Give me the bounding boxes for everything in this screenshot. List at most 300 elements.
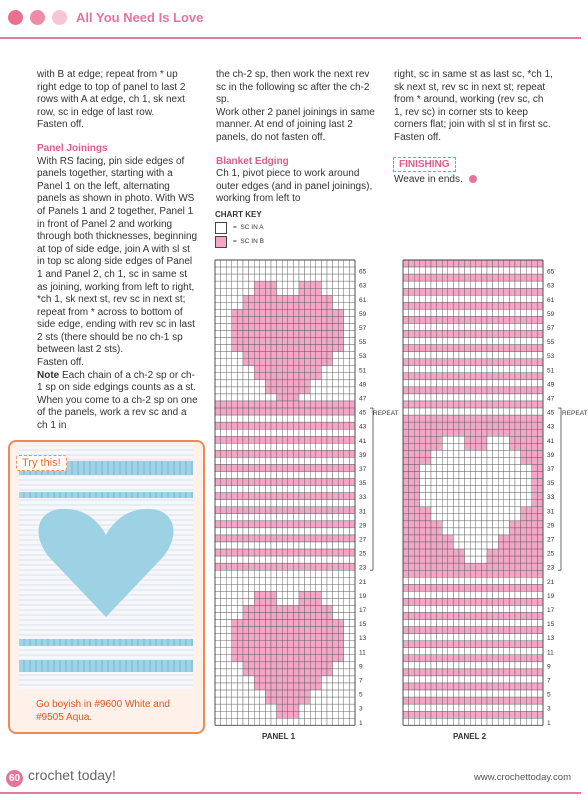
chart-cell bbox=[481, 704, 487, 711]
chart-cell bbox=[282, 507, 288, 514]
chart-cell bbox=[509, 563, 515, 570]
chart-cell bbox=[344, 577, 350, 584]
chart-cell bbox=[425, 648, 431, 655]
chart-cell bbox=[243, 380, 249, 387]
chart-cell bbox=[271, 634, 277, 641]
chart-cell bbox=[232, 267, 238, 274]
chart-cell bbox=[277, 274, 283, 281]
chart-cell bbox=[504, 655, 510, 662]
chart-cell bbox=[215, 500, 221, 507]
chart-cell bbox=[420, 352, 426, 359]
chart-cell bbox=[481, 655, 487, 662]
chart-cell bbox=[265, 464, 271, 471]
chart-cell bbox=[498, 429, 504, 436]
chart-cell bbox=[420, 408, 426, 415]
chart-cell bbox=[509, 704, 515, 711]
chart-cell bbox=[515, 443, 521, 450]
chart-cell bbox=[305, 648, 311, 655]
chart-cell bbox=[344, 472, 350, 479]
chart-cell bbox=[521, 704, 527, 711]
chart-cell bbox=[221, 655, 227, 662]
chart-cell bbox=[310, 274, 316, 281]
chart-cell bbox=[509, 641, 515, 648]
chart-cell bbox=[459, 711, 465, 718]
chart-cell bbox=[476, 457, 482, 464]
chart-cell bbox=[493, 584, 499, 591]
chart-cell bbox=[310, 500, 316, 507]
chart-cell bbox=[498, 274, 504, 281]
chart-cell bbox=[327, 570, 333, 577]
panel-1-label: PANEL 1 bbox=[262, 732, 296, 741]
chart-cell bbox=[310, 507, 316, 514]
chart-cell bbox=[409, 613, 415, 620]
chart-cell bbox=[260, 697, 266, 704]
chart-cell bbox=[260, 457, 266, 464]
chart-cell bbox=[299, 464, 305, 471]
chart-cell bbox=[509, 260, 515, 267]
chart-cell bbox=[305, 549, 311, 556]
chart-cell bbox=[260, 302, 266, 309]
chart-cell bbox=[288, 718, 294, 725]
chart-cell bbox=[299, 627, 305, 634]
chart-cell bbox=[344, 704, 350, 711]
chart-cell bbox=[537, 493, 543, 500]
chart-cell bbox=[243, 718, 249, 725]
chart-cell bbox=[476, 556, 482, 563]
chart-cell bbox=[459, 613, 465, 620]
chart-cell bbox=[305, 528, 311, 535]
chart-cell bbox=[453, 380, 459, 387]
chart-cell bbox=[493, 267, 499, 274]
chart-cell bbox=[448, 570, 454, 577]
chart-cell bbox=[305, 486, 311, 493]
chart-cell bbox=[215, 373, 221, 380]
chart-cell bbox=[316, 443, 322, 450]
chart-cell bbox=[487, 697, 493, 704]
chart-cell bbox=[442, 521, 448, 528]
chart-cell bbox=[288, 387, 294, 394]
row-number: 21 bbox=[547, 578, 555, 586]
chart-cell bbox=[277, 690, 283, 697]
chart-cell bbox=[338, 641, 344, 648]
chart-cell bbox=[316, 535, 322, 542]
chart-cell bbox=[215, 366, 221, 373]
chart-cell bbox=[226, 648, 232, 655]
chart-cell bbox=[403, 620, 409, 627]
chart-cell bbox=[515, 613, 521, 620]
chart-cell bbox=[521, 338, 527, 345]
chart-cell bbox=[310, 718, 316, 725]
chart-cell bbox=[459, 394, 465, 401]
chart-cell bbox=[321, 627, 327, 634]
chart-cell bbox=[414, 260, 420, 267]
chart-cell bbox=[349, 331, 355, 338]
chart-cell bbox=[509, 662, 515, 669]
chart-cell bbox=[265, 422, 271, 429]
chart-cell bbox=[316, 274, 322, 281]
chart-cell bbox=[465, 556, 471, 563]
chart-cell bbox=[403, 500, 409, 507]
chart-cell bbox=[509, 436, 515, 443]
chart-cell bbox=[476, 309, 482, 316]
chart-cell bbox=[260, 500, 266, 507]
chart-cell bbox=[277, 620, 283, 627]
chart-cell bbox=[271, 711, 277, 718]
chart-cell bbox=[293, 577, 299, 584]
chart-cell bbox=[260, 627, 266, 634]
chart-cell bbox=[509, 683, 515, 690]
chart-cell bbox=[448, 655, 454, 662]
chart-cell bbox=[521, 690, 527, 697]
chart-cell bbox=[487, 380, 493, 387]
chart-cell bbox=[232, 260, 238, 267]
chart-cell bbox=[221, 613, 227, 620]
chart-cell bbox=[465, 648, 471, 655]
chart-cell bbox=[481, 535, 487, 542]
chart-cell bbox=[226, 281, 232, 288]
chart-cell bbox=[321, 288, 327, 295]
chart-cell bbox=[316, 429, 322, 436]
chart-cell bbox=[442, 288, 448, 295]
chart-cell bbox=[265, 704, 271, 711]
chart-cell bbox=[465, 274, 471, 281]
chart-cell bbox=[481, 718, 487, 725]
chart-cell bbox=[282, 486, 288, 493]
chart-cell bbox=[271, 655, 277, 662]
chart-cell bbox=[532, 676, 538, 683]
chart-cell bbox=[465, 507, 471, 514]
chart-cell bbox=[277, 436, 283, 443]
chart-cell bbox=[481, 422, 487, 429]
chart-cell bbox=[232, 627, 238, 634]
chart-cell bbox=[305, 323, 311, 330]
chart-cell bbox=[409, 260, 415, 267]
chart-cell bbox=[420, 584, 426, 591]
chart-cell bbox=[327, 697, 333, 704]
chart-cell bbox=[448, 648, 454, 655]
chart-cell bbox=[532, 429, 538, 436]
chart-cell bbox=[215, 309, 221, 316]
chart-cell bbox=[293, 584, 299, 591]
chart-cell bbox=[509, 500, 515, 507]
chart-cell bbox=[509, 598, 515, 605]
chart-cell bbox=[310, 295, 316, 302]
chart-cell bbox=[459, 662, 465, 669]
chart-cell bbox=[338, 288, 344, 295]
chart-cell bbox=[515, 387, 521, 394]
chart-cell bbox=[316, 302, 322, 309]
chart-cell bbox=[498, 464, 504, 471]
chart-cell bbox=[260, 464, 266, 471]
chart-cell bbox=[470, 683, 476, 690]
chart-cell bbox=[288, 352, 294, 359]
chart-cell bbox=[431, 493, 437, 500]
chart-cell bbox=[321, 591, 327, 598]
row-number: 33 bbox=[547, 494, 555, 502]
row-number: 3 bbox=[547, 705, 551, 713]
chart-cell bbox=[532, 401, 538, 408]
chart-cell bbox=[321, 323, 327, 330]
chart-cell bbox=[515, 676, 521, 683]
chart-cell bbox=[293, 274, 299, 281]
chart-cell bbox=[249, 345, 255, 352]
chart-cell bbox=[305, 620, 311, 627]
chart-cell bbox=[493, 500, 499, 507]
chart-cell bbox=[254, 549, 260, 556]
chart-cell bbox=[232, 274, 238, 281]
chart-cell bbox=[532, 479, 538, 486]
chart-cell bbox=[349, 711, 355, 718]
chart-cell bbox=[521, 549, 527, 556]
chart-cell bbox=[254, 373, 260, 380]
chart-cell bbox=[249, 521, 255, 528]
chart-cell bbox=[515, 690, 521, 697]
chart-cell bbox=[321, 605, 327, 612]
chart-cell bbox=[316, 316, 322, 323]
chart-cell bbox=[333, 415, 339, 422]
chart-cell bbox=[442, 563, 448, 570]
chart-cell bbox=[338, 359, 344, 366]
chart-cell bbox=[414, 380, 420, 387]
chart-cell bbox=[448, 584, 454, 591]
chart-cell bbox=[537, 690, 543, 697]
chart-cell bbox=[249, 401, 255, 408]
chart-cell bbox=[453, 662, 459, 669]
chart-cell bbox=[254, 394, 260, 401]
chart-cell bbox=[431, 500, 437, 507]
chart-cell bbox=[515, 479, 521, 486]
row-number: 35 bbox=[547, 480, 555, 488]
chart-cell bbox=[442, 260, 448, 267]
chart-cell bbox=[327, 359, 333, 366]
chart-cell bbox=[493, 457, 499, 464]
chart-cell bbox=[526, 627, 532, 634]
chart-cell bbox=[327, 366, 333, 373]
chart-cell bbox=[521, 443, 527, 450]
chart-cell bbox=[265, 309, 271, 316]
chart-cell bbox=[521, 634, 527, 641]
chart-cell bbox=[271, 352, 277, 359]
chart-cell bbox=[237, 457, 243, 464]
chart-cell bbox=[316, 359, 322, 366]
chart-cell bbox=[515, 464, 521, 471]
chart-cell bbox=[465, 422, 471, 429]
chart-cell bbox=[349, 613, 355, 620]
chart-cell bbox=[226, 323, 232, 330]
chart-cell bbox=[521, 345, 527, 352]
chart-cell bbox=[459, 641, 465, 648]
chart-cell bbox=[349, 605, 355, 612]
chart-cell bbox=[425, 338, 431, 345]
chart-cell bbox=[493, 641, 499, 648]
chart-cell bbox=[249, 479, 255, 486]
chart-cell bbox=[232, 563, 238, 570]
chart-cell bbox=[493, 422, 499, 429]
chart-cell bbox=[277, 338, 283, 345]
chart-cell bbox=[327, 493, 333, 500]
chart-cell bbox=[282, 387, 288, 394]
chart-cell bbox=[260, 387, 266, 394]
chart-cell bbox=[305, 295, 311, 302]
chart-cell bbox=[437, 697, 443, 704]
chart-cell bbox=[470, 598, 476, 605]
chart-cell bbox=[498, 267, 504, 274]
chart-cell bbox=[249, 500, 255, 507]
chart-cell bbox=[260, 429, 266, 436]
chart-cell bbox=[327, 634, 333, 641]
chart-cell bbox=[431, 556, 437, 563]
chart-cell bbox=[327, 352, 333, 359]
chart-cell bbox=[310, 570, 316, 577]
chart-cell bbox=[442, 598, 448, 605]
chart-cell bbox=[237, 401, 243, 408]
chart-cell bbox=[498, 415, 504, 422]
chart-cell bbox=[282, 655, 288, 662]
chart-cell bbox=[526, 338, 532, 345]
chart-cell bbox=[305, 683, 311, 690]
chart-cell bbox=[493, 295, 499, 302]
chart-cell bbox=[470, 464, 476, 471]
chart-cell bbox=[526, 352, 532, 359]
chart-cell bbox=[254, 563, 260, 570]
chart-cell bbox=[459, 415, 465, 422]
chart-cell bbox=[237, 436, 243, 443]
chart-cell bbox=[515, 634, 521, 641]
chart-cell bbox=[459, 302, 465, 309]
chart-cell bbox=[431, 472, 437, 479]
chart-cell bbox=[305, 464, 311, 471]
chart-cell bbox=[526, 669, 532, 676]
chart-cell bbox=[271, 260, 277, 267]
chart-cell bbox=[271, 394, 277, 401]
chart-cell bbox=[282, 627, 288, 634]
chart-cell bbox=[409, 718, 415, 725]
chart-cell bbox=[338, 563, 344, 570]
chart-cell bbox=[470, 486, 476, 493]
chart-cell bbox=[465, 620, 471, 627]
chart-cell bbox=[448, 436, 454, 443]
chart-cell bbox=[481, 577, 487, 584]
chart-cell bbox=[237, 331, 243, 338]
chart-cell bbox=[349, 648, 355, 655]
chart-cell bbox=[237, 570, 243, 577]
chart-cell bbox=[327, 648, 333, 655]
chart-cell bbox=[254, 401, 260, 408]
chart-cell bbox=[509, 450, 515, 457]
chart-cell bbox=[333, 697, 339, 704]
row-number: 5 bbox=[359, 691, 363, 699]
chart-cell bbox=[498, 584, 504, 591]
chart-cell bbox=[221, 345, 227, 352]
chart-cell bbox=[282, 704, 288, 711]
chart-cell bbox=[321, 331, 327, 338]
chart-cell bbox=[327, 338, 333, 345]
chart-cell bbox=[299, 584, 305, 591]
chart-cell bbox=[487, 549, 493, 556]
chart-cell bbox=[459, 345, 465, 352]
chart-cell bbox=[532, 704, 538, 711]
chart-cell bbox=[349, 267, 355, 274]
chart-cell bbox=[338, 464, 344, 471]
chart-cell bbox=[232, 338, 238, 345]
chart-cell bbox=[453, 331, 459, 338]
chart-cell bbox=[344, 387, 350, 394]
chart-cell bbox=[271, 718, 277, 725]
chart-cell bbox=[453, 309, 459, 316]
chart-cell bbox=[431, 591, 437, 598]
chart-cell bbox=[448, 676, 454, 683]
row-number: 19 bbox=[359, 592, 367, 600]
chart-cell bbox=[470, 436, 476, 443]
chart-cell bbox=[316, 620, 322, 627]
chart-cell bbox=[437, 500, 443, 507]
chart-cell bbox=[403, 669, 409, 676]
chart-cell bbox=[260, 479, 266, 486]
chart-cell bbox=[349, 514, 355, 521]
chart-cell bbox=[476, 316, 482, 323]
chart-cell bbox=[310, 493, 316, 500]
chart-cell bbox=[504, 648, 510, 655]
chart-cell bbox=[481, 366, 487, 373]
chart-cell bbox=[344, 267, 350, 274]
chart-cell bbox=[498, 655, 504, 662]
chart-cell bbox=[515, 302, 521, 309]
chart-cell bbox=[237, 697, 243, 704]
row-number: 49 bbox=[547, 381, 555, 389]
chart-cell bbox=[215, 260, 221, 267]
chart-cell bbox=[493, 316, 499, 323]
chart-cell bbox=[260, 662, 266, 669]
chart-cell bbox=[532, 521, 538, 528]
chart-cell bbox=[425, 373, 431, 380]
chart-cell bbox=[288, 373, 294, 380]
chart-cell bbox=[448, 634, 454, 641]
chart-cell bbox=[282, 380, 288, 387]
chart-cell bbox=[305, 408, 311, 415]
chart-cell bbox=[420, 281, 426, 288]
chart-cell bbox=[521, 486, 527, 493]
chart-cell bbox=[453, 359, 459, 366]
chart-cell bbox=[448, 662, 454, 669]
chart-cell bbox=[504, 274, 510, 281]
chart-cell bbox=[344, 450, 350, 457]
chart-cell bbox=[243, 514, 249, 521]
chart-cell bbox=[321, 295, 327, 302]
chart-cell bbox=[226, 584, 232, 591]
chart-cell bbox=[333, 408, 339, 415]
chart-cell bbox=[327, 620, 333, 627]
chart-cell bbox=[310, 436, 316, 443]
chart-cell bbox=[215, 627, 221, 634]
chart-cell bbox=[327, 641, 333, 648]
chart-cell bbox=[226, 697, 232, 704]
chart-cell bbox=[532, 641, 538, 648]
chart-cell bbox=[299, 345, 305, 352]
chart-cell bbox=[344, 394, 350, 401]
chart-cell bbox=[221, 338, 227, 345]
chart-cell bbox=[403, 302, 409, 309]
chart-cell bbox=[448, 704, 454, 711]
chart-cell bbox=[425, 281, 431, 288]
chart-cell bbox=[420, 556, 426, 563]
chart-cell bbox=[481, 683, 487, 690]
chart-cell bbox=[425, 345, 431, 352]
chart-cell bbox=[470, 669, 476, 676]
chart-cell bbox=[493, 563, 499, 570]
chart-cell bbox=[333, 345, 339, 352]
chart-cell bbox=[349, 274, 355, 281]
chart-cell bbox=[349, 697, 355, 704]
